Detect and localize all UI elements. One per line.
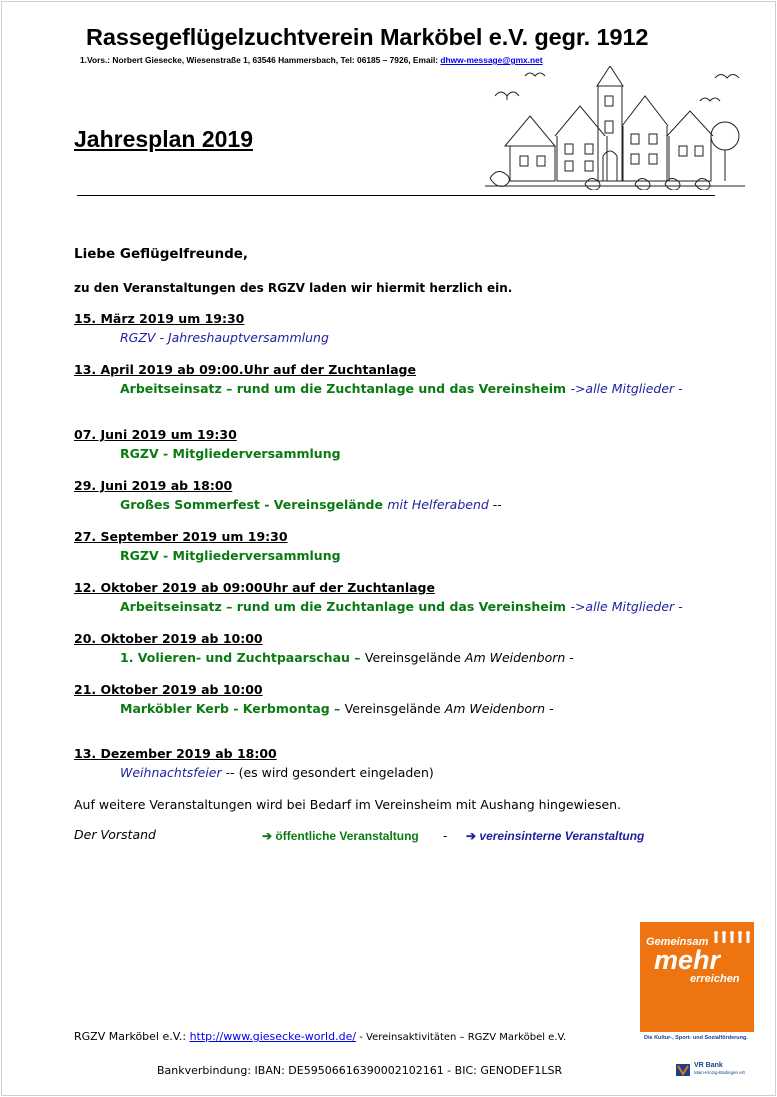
banner-line-3: erreichen bbox=[690, 973, 740, 985]
bank-logo-name: VR Bank bbox=[694, 1062, 723, 1069]
event-description-part: RGZV - Mitgliederversammlung bbox=[120, 548, 341, 563]
event-description-part: Weihnachtsfeier bbox=[120, 765, 226, 780]
event-description-part: RGZV - Mitgliederversammlung bbox=[120, 446, 341, 461]
event-date: 13. Dezember 2019 ab 18:00 bbox=[74, 746, 277, 761]
event-description bbox=[120, 701, 554, 716]
event-description-part: mit Helferabend bbox=[387, 497, 493, 512]
contact-details: 1.Vors.: Norbert Giesecke, Wiesenstraße 1, 63546 Hammersbach, Tel: 06185 – 7926, Email: bbox=[80, 55, 441, 65]
signature: Der Vorstand bbox=[74, 827, 156, 842]
event-description bbox=[120, 548, 341, 563]
event-date: 15. März 2019 um 19:30 bbox=[74, 311, 245, 326]
club-name: Rassegeflügelzuchtverein Marköbel e.V. gegr. 1912 bbox=[86, 24, 649, 50]
event-description-part: - bbox=[569, 650, 574, 665]
event-description-part: Arbeitseinsatz – rund um die Zuchtanlage und das Vereinsheim bbox=[120, 599, 571, 614]
event-description bbox=[120, 381, 683, 396]
event-date: 07. Juni 2019 um 19:30 bbox=[74, 427, 237, 442]
event-description-part: -- (es wird gesondert eingeladen) bbox=[225, 765, 434, 780]
people-icon bbox=[712, 930, 752, 944]
event-description-part: Am Weidenborn bbox=[464, 650, 570, 665]
event-description-part: Vereinsgelände bbox=[344, 701, 445, 716]
banner-line-2: mehr bbox=[654, 945, 721, 975]
event-date: 21. Oktober 2019 ab 10:00 bbox=[74, 682, 263, 697]
page-title: Jahresplan 2019 bbox=[74, 126, 254, 152]
email-link[interactable]: dhww-message@gmx.net bbox=[440, 55, 543, 65]
banner-line-1: Gemeinsam bbox=[646, 936, 709, 948]
event-description-part: RGZV - Jahreshauptversammlung bbox=[120, 330, 329, 345]
bank-logo-sub: Main-Kinzig-Büdingen eG bbox=[694, 1070, 746, 1075]
website-link[interactable]: http://www.giesecke-world.de/ bbox=[189, 1030, 357, 1043]
sponsor-banner bbox=[640, 922, 754, 1044]
event-description-part: ->alle Mitglieder - bbox=[570, 381, 683, 396]
legend-public bbox=[262, 829, 419, 843]
legend-public-label: öffentliche Veranstaltung bbox=[275, 829, 419, 843]
village-illustration bbox=[485, 66, 745, 190]
intro-text: zu den Veranstaltungen des RGZV laden wir hiermit herzlich ein. bbox=[74, 281, 513, 295]
event-description-part: Arbeitseinsatz – rund um die Zuchtanlage und das Vereinsheim bbox=[120, 381, 571, 396]
event-description-part: Am Weidenborn bbox=[444, 701, 550, 716]
event-description bbox=[120, 446, 341, 461]
event-description bbox=[120, 330, 329, 345]
event-description-part: -- bbox=[492, 497, 502, 512]
event-date: 27. September 2019 um 19:30 bbox=[74, 529, 288, 544]
header-divider bbox=[77, 195, 715, 196]
event-description-part: ->alle Mitglieder - bbox=[570, 599, 683, 614]
event-description-part: Großes Sommerfest - Vereinsgelände bbox=[120, 497, 388, 512]
greeting: Liebe Geflügelfreunde, bbox=[74, 246, 249, 262]
event-description bbox=[120, 497, 502, 512]
event-description bbox=[120, 765, 434, 780]
event-description-part: 1. Volieren- und Zuchtpaarschau – bbox=[120, 650, 365, 665]
event-description-part: Vereinsgelände bbox=[364, 650, 465, 665]
contact-line bbox=[80, 55, 543, 65]
event-date: 20. Oktober 2019 ab 10:00 bbox=[74, 631, 263, 646]
event-description bbox=[120, 599, 683, 614]
event-date: 12. Oktober 2019 ab 09:00Uhr auf der Zuchtanlage bbox=[74, 580, 435, 595]
arrow-right-icon: ➔ bbox=[262, 829, 273, 843]
bank-details: Bankverbindung: IBAN: DE59506616390002102161 - BIC: GENODEF1LSR bbox=[157, 1064, 563, 1077]
footer-line bbox=[74, 1030, 566, 1043]
legend-internal-label: vereinsinterne Veranstaltung bbox=[479, 829, 645, 843]
arrow-right-icon: ➔ bbox=[466, 829, 477, 843]
notice-text: Auf weitere Veranstaltungen wird bei Bedarf im Vereinsheim mit Aushang hingewiesen. bbox=[74, 797, 622, 812]
event-description-part: - bbox=[549, 701, 554, 716]
banner-line-4: Die Kultur-, Sport- und Sozialförderung. bbox=[640, 1032, 754, 1044]
legend-internal bbox=[466, 829, 644, 843]
legend-separator: - bbox=[443, 829, 448, 843]
bank-logo bbox=[676, 1062, 756, 1082]
event-date: 13. April 2019 ab 09:00.Uhr auf der Zuchtanlage bbox=[74, 362, 416, 377]
footer-suffix: - Vereinsaktivitäten – RGZV Marköbel e.V. bbox=[356, 1032, 567, 1043]
vr-bank-icon bbox=[676, 1064, 690, 1076]
event-date: 29. Juni 2019 ab 18:00 bbox=[74, 478, 233, 493]
event-description bbox=[120, 650, 574, 665]
footer-prefix: RGZV Marköbel e.V.: bbox=[74, 1030, 190, 1043]
event-description-part: Marköbler Kerb - Kerbmontag – bbox=[120, 701, 345, 716]
